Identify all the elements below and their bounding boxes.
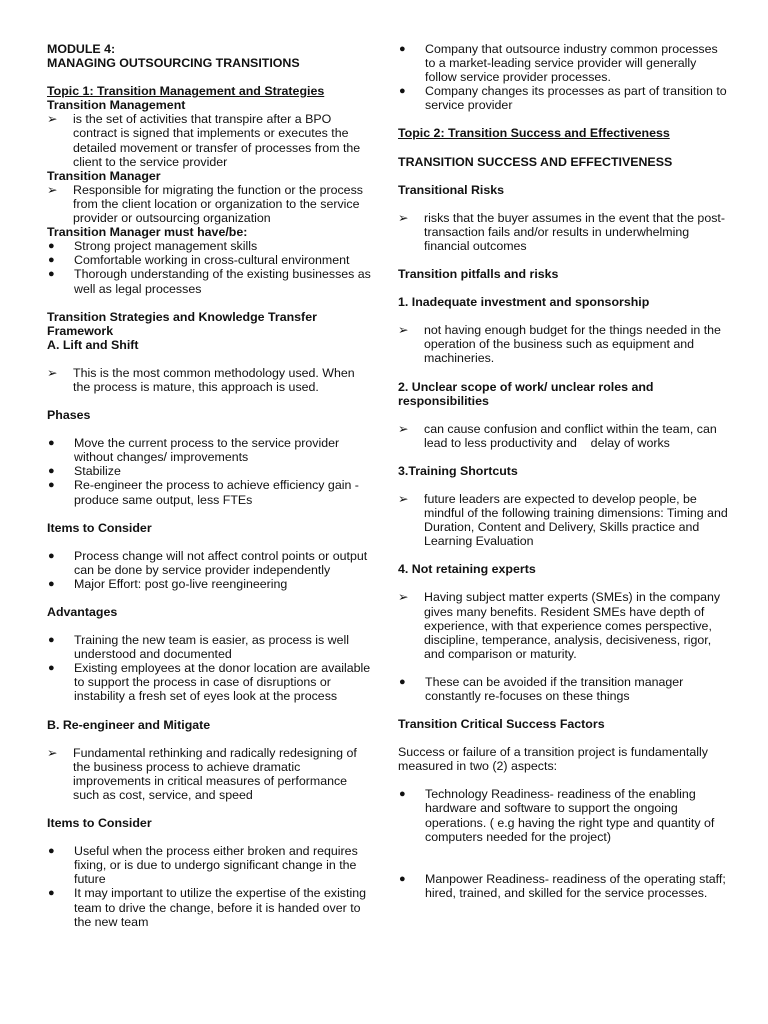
dot-bullet-icon: ● <box>399 675 406 688</box>
module-number: MODULE 4: <box>47 42 116 56</box>
must-have-heading: Transition Manager must have/be: <box>47 225 248 240</box>
dot-bullet-icon: ● <box>48 577 55 590</box>
bullet-text: Move the current process to the service provider without changes/ improvements <box>74 436 340 465</box>
left-column <box>47 42 372 929</box>
list-item <box>47 267 372 295</box>
dot-bullet-icon: ● <box>399 43 406 55</box>
bullet-text: Existing employees at the donor location are available to support the process in case of disruptions or instability a fresh set of eyes look at the process <box>74 661 371 704</box>
transition-management-heading: Transition Management <box>47 98 186 113</box>
advantages-heading: Advantages <box>47 605 118 619</box>
transition-manager-definition <box>47 183 372 225</box>
dot-bullet-icon: ● <box>48 845 55 858</box>
dot-bullet-icon: ● <box>399 872 406 885</box>
list-item <box>47 549 372 577</box>
items-to-consider-heading: Items to Consider <box>47 520 152 535</box>
pitfalls-heading: Transition pitfalls and risks <box>398 267 559 282</box>
reengineer-heading: B. Re-engineer and Mitigate <box>47 717 211 732</box>
dot-bullet-icon: ● <box>48 634 55 647</box>
bullet-text: Company that outsource industry common processes to a market-leading service provider will generally follow service provider processes. <box>425 42 718 85</box>
critical-success-factors-heading: Transition Critical Success Factors <box>398 717 605 732</box>
pitfall-4-heading: 4. Not retaining experts <box>398 562 536 577</box>
list-item <box>47 436 372 464</box>
phases-heading: Phases <box>47 408 91 423</box>
arrow-bullet-icon: ➢ <box>47 365 58 380</box>
items-to-consider-heading-2: Items to Consider <box>47 816 152 831</box>
list-item <box>47 661 372 703</box>
bullet-text: Re-engineer the process to achieve efficiency gain - produce same output, less FTEs <box>74 478 359 507</box>
dot-bullet-icon: ● <box>399 788 406 801</box>
list-item <box>398 675 728 703</box>
arrow-bullet-icon: ➢ <box>398 323 409 338</box>
bullet-text: Stabilize <box>74 464 121 479</box>
bullet-text: Training the new team is easier, as process is well understood and documented <box>74 633 350 662</box>
reengineer-description <box>47 746 372 802</box>
list-item <box>47 633 372 661</box>
list-item <box>398 787 728 843</box>
list-item <box>398 42 728 84</box>
dot-bullet-icon: ● <box>48 437 55 450</box>
dot-bullet-icon: ● <box>48 662 55 675</box>
topic-2-heading: Topic 2: Transition Success and Effectiveness <box>398 126 670 141</box>
bullet-text: Major Effort: post go-live reengineering <box>74 576 288 591</box>
list-item <box>47 886 372 928</box>
arrow-bullet-icon: ➢ <box>47 745 58 760</box>
dot-bullet-icon: ● <box>48 268 55 281</box>
bullet-text: Strong project management skills <box>74 239 258 254</box>
pitfall-3-heading: 3.Training Shortcuts <box>398 463 518 478</box>
arrow-bullet-icon: ➢ <box>398 491 409 506</box>
arrow-bullet-icon: ➢ <box>398 590 409 605</box>
list-item <box>398 84 728 112</box>
dot-bullet-icon: ● <box>48 549 55 562</box>
dot-bullet-icon: ● <box>48 887 55 900</box>
arrow-bullet-icon: ➢ <box>47 182 58 197</box>
pitfall-2-heading: 2. Unclear scope of work/ unclear roles and responsibilities <box>398 379 654 408</box>
list-item <box>47 239 372 253</box>
bullet-text: not having enough budget for the things needed in the operation of the business such as equipment and machineries. <box>424 323 721 366</box>
bullet-text: Comfortable working in cross-cultural environment <box>74 253 350 268</box>
transition-manager-heading: Transition Manager <box>47 168 161 183</box>
bullet-text: Fundamental rethinking and radically redesigning of the business process to achieve dramatic improvements in critical measures of performance such as cost, service, and speed <box>73 745 357 802</box>
success-effectiveness-heading: TRANSITION SUCCESS AND EFFECTIVENESS <box>398 154 673 169</box>
list-item <box>47 844 372 886</box>
module-title: MANAGING OUTSOURCING TRANSITIONS <box>47 56 300 71</box>
pitfall-4-description <box>398 590 728 660</box>
dot-bullet-icon: ● <box>399 85 406 98</box>
list-item <box>47 478 372 506</box>
bullet-text: Responsible for migrating the function or the process from the client location or organization to the service provider or outsourcing organization <box>73 182 363 226</box>
bullet-text: Having subject matter experts (SMEs) in the company gives many benefits. Resident SMEs have depth of experience, with that experience comes perspective, discipline, temperance, analysis, decisiveness, rigor, and comparison or maturity. <box>424 590 721 661</box>
lift-and-shift-heading: A. Lift and Shift <box>47 337 139 352</box>
framework-heading: Transition Strategies and Knowledge Transfer Framework <box>47 309 317 338</box>
list-item <box>47 577 372 591</box>
bullet-text: It may important to utilize the expertise of the existing team to drive the change, before it is handed over to the new team <box>74 886 367 929</box>
dot-bullet-icon: ● <box>48 479 55 492</box>
list-item <box>47 253 372 267</box>
bullet-text: Thorough understanding of the existing businesses as well as legal processes <box>74 267 371 296</box>
bullet-text: These can be avoided if the transition manager constantly re-focuses on these things <box>425 674 684 703</box>
list-item <box>47 464 372 478</box>
arrow-bullet-icon: ➢ <box>398 421 409 436</box>
transitional-risks-definition <box>398 211 728 253</box>
transition-management-definition <box>47 112 372 168</box>
pitfall-1-heading: 1. Inadequate investment and sponsorship <box>398 295 650 310</box>
bullet-text: Process change will not affect control points or output can be done by service provider independently <box>74 548 368 577</box>
bullet-text: future leaders are expected to develop people, be mindful of the following training dimensions: Timing and Duration, Content and Delivery, Skills practice and Learning Evaluation <box>424 491 728 549</box>
bullet-text: Useful when the process either broken and requires fixing, or is due to undergo significant change in the future <box>74 844 358 887</box>
bullet-text: risks that the buyer assumes in the event that the post-transaction fails and/or results in underwhelming financial outcomes <box>424 210 725 253</box>
list-item <box>398 872 728 900</box>
bullet-text: This is the most common methodology used. When the process is mature, this approach is used. <box>73 365 355 394</box>
bullet-text: is the set of activities that transpire after a BPO contract is signed that implements or executes the detailed movement or transfer of processes from the client to the service provider <box>73 112 361 169</box>
transitional-risks-heading: Transitional Risks <box>398 182 505 197</box>
topic-1-heading: Topic 1: Transition Management and Strategies <box>47 84 325 99</box>
bullet-text: Manpower Readiness- readiness of the operating staff; hired, trained, and skilled for the service processes. <box>425 871 726 900</box>
pitfall-3-description <box>398 492 728 548</box>
arrow-bullet-icon: ➢ <box>398 210 409 225</box>
pitfall-1-description <box>398 323 728 365</box>
dot-bullet-icon: ● <box>48 465 55 478</box>
right-column <box>398 42 728 900</box>
lift-and-shift-description <box>47 366 372 394</box>
arrow-bullet-icon: ➢ <box>47 112 58 127</box>
pitfall-2-description <box>398 422 728 450</box>
dot-bullet-icon: ● <box>48 254 55 267</box>
critical-success-factors-intro: Success or failure of a transition project is fundamentally measured in two (2) aspects: <box>398 745 708 774</box>
dot-bullet-icon: ● <box>48 240 55 253</box>
bullet-text: Technology Readiness- readiness of the enabling hardware and software to support the ongoing operations. ( e.g having the right type and quantity of computers needed for the project) <box>425 787 715 844</box>
bullet-text: can cause confusion and conflict within the team, can lead to less productivity and delay of works <box>424 421 721 450</box>
bullet-text: Company changes its processes as part of transition to service provider <box>425 84 727 113</box>
